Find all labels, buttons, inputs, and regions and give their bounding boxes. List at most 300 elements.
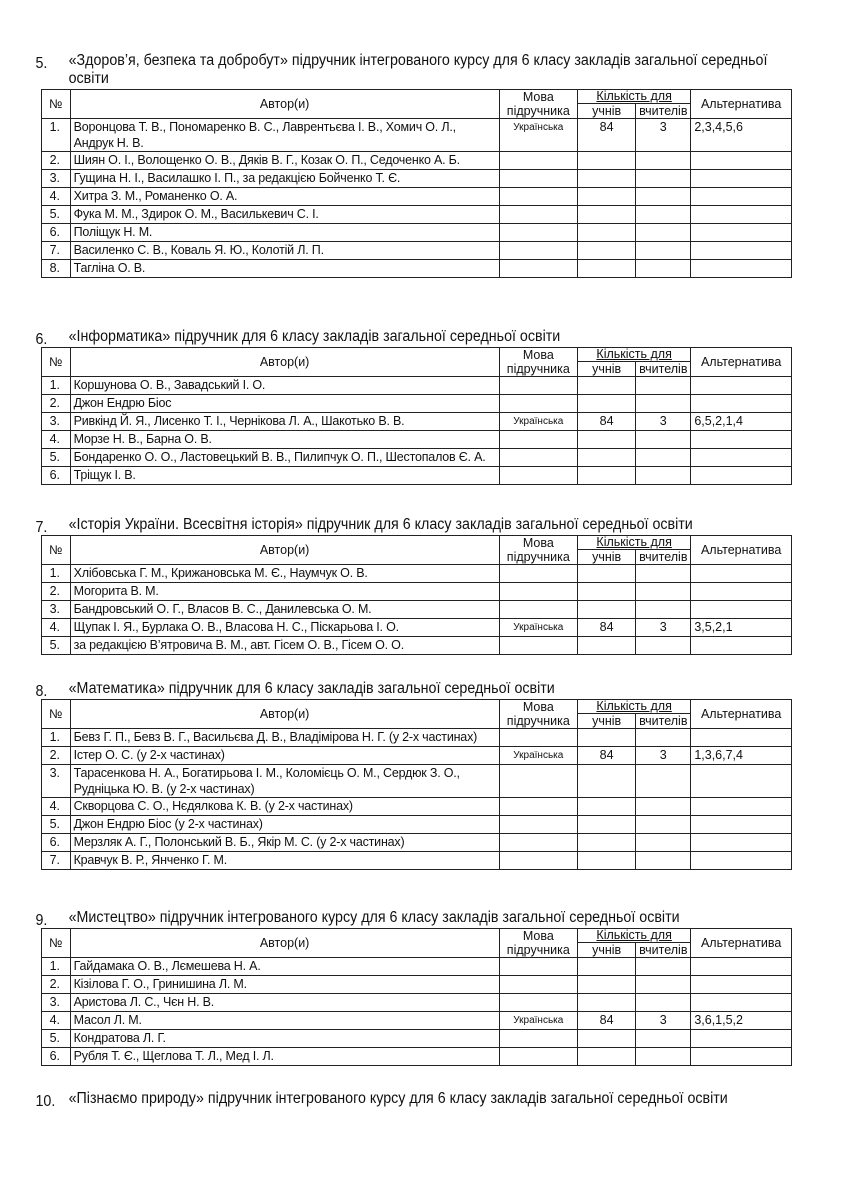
- table-row: [42, 583, 792, 601]
- section-title: [35, 52, 768, 88]
- row-teachers: 3: [636, 1012, 691, 1030]
- table-row: [42, 224, 792, 242]
- row-teachers: [636, 260, 691, 278]
- header-students: учнів: [577, 714, 635, 729]
- table-row: [42, 1030, 792, 1048]
- row-teachers: [636, 994, 691, 1012]
- row-authors: Кондратова Л. Г.: [70, 1030, 499, 1048]
- header-authors: Автор(и): [70, 348, 499, 377]
- row-language: [499, 994, 577, 1012]
- row-teachers: [636, 765, 691, 798]
- header-language-line2: підручника: [506, 714, 570, 728]
- row-teachers: 3: [636, 413, 691, 431]
- row-number: 3.: [42, 994, 71, 1012]
- row-alternative: [691, 449, 792, 467]
- header-quantity: [577, 536, 690, 550]
- row-language: [499, 601, 577, 619]
- row-teachers: [636, 958, 691, 976]
- row-number: 1.: [42, 565, 71, 583]
- textbook-section-10: [35, 1090, 793, 1110]
- header-alternative: Альтернатива: [691, 536, 792, 565]
- row-students: [577, 834, 635, 852]
- row-language: [499, 395, 577, 413]
- row-students: [577, 377, 635, 395]
- row-authors: Морзе Н. В., Барна О. В.: [70, 431, 499, 449]
- header-teachers: вчителів: [636, 943, 691, 958]
- row-language: [499, 958, 577, 976]
- header-teachers: вчителів: [636, 104, 691, 119]
- table-row: [42, 729, 792, 747]
- row-number: 3.: [42, 413, 71, 431]
- section-title-text: «Математика» підручник для 6 класу закладів загальної середньої освіти: [68, 680, 555, 697]
- header-authors: Автор(и): [70, 536, 499, 565]
- table-row: [42, 170, 792, 188]
- row-students: [577, 765, 635, 798]
- table-row: [42, 1012, 792, 1030]
- row-alternative: [691, 1030, 792, 1048]
- section-title: [35, 328, 818, 348]
- header-authors: Автор(и): [70, 929, 499, 958]
- row-language: Українська: [499, 413, 577, 431]
- row-alternative: 3,6,1,5,2: [691, 1012, 792, 1030]
- row-alternative: [691, 729, 792, 747]
- row-number: 5.: [42, 637, 71, 655]
- row-alternative: [691, 224, 792, 242]
- header-quantity-label: Кількість для: [596, 699, 672, 713]
- row-students: [577, 852, 635, 870]
- row-alternative: [691, 852, 792, 870]
- row-authors: Кізілова Г. О., Гринишина Л. М.: [70, 976, 499, 994]
- header-students: учнів: [577, 362, 635, 377]
- row-alternative: [691, 565, 792, 583]
- textbook-section-6: [35, 328, 793, 485]
- row-alternative: [691, 260, 792, 278]
- row-language: [499, 798, 577, 816]
- row-language: [499, 1048, 577, 1066]
- row-authors: Джон Ендрю Біос: [70, 395, 499, 413]
- row-number: 5.: [42, 1030, 71, 1048]
- row-number: 1.: [42, 377, 71, 395]
- row-authors: Кравчук В. Р., Янченко Г. М.: [70, 852, 499, 870]
- header-quantity-label: Кількість для: [596, 928, 672, 942]
- row-authors: Гайдамака О. В., Лємешева Н. А.: [70, 958, 499, 976]
- row-alternative: [691, 170, 792, 188]
- section-title: [35, 909, 818, 929]
- authors-table: [41, 699, 792, 870]
- header-quantity: [577, 348, 690, 362]
- header-language-line2: підручника: [506, 104, 570, 118]
- row-number: 2.: [42, 152, 71, 170]
- row-students: [577, 224, 635, 242]
- row-students: [577, 467, 635, 485]
- table-body: [42, 377, 792, 485]
- header-language-line1: Мова: [522, 536, 554, 550]
- textbook-section-8: [35, 680, 793, 870]
- row-students: [577, 206, 635, 224]
- row-authors: Скворцова С. О., Нєдялкова К. В. (у 2-х частинах): [70, 798, 499, 816]
- row-teachers: [636, 170, 691, 188]
- row-language: [499, 260, 577, 278]
- row-alternative: [691, 834, 792, 852]
- header-language-line1: Мова: [522, 700, 554, 714]
- row-language: [499, 152, 577, 170]
- row-alternative: [691, 395, 792, 413]
- table-row: [42, 449, 792, 467]
- table-row: [42, 619, 792, 637]
- row-authors: Тагліна О. В.: [70, 260, 499, 278]
- row-number: 4.: [42, 188, 71, 206]
- header-students: учнів: [577, 104, 635, 119]
- table-row: [42, 834, 792, 852]
- row-language: [499, 637, 577, 655]
- row-teachers: [636, 798, 691, 816]
- row-students: [577, 816, 635, 834]
- section-title-text: «Історія України. Всесвітня історія» підручник для 6 класу закладів загальної середньої освіти: [68, 516, 693, 533]
- header-language: [499, 700, 577, 729]
- table-body: [42, 958, 792, 1066]
- header-students: учнів: [577, 943, 635, 958]
- row-alternative: [691, 206, 792, 224]
- row-authors: Щупак І. Я., Бурлака О. В., Власова Н. С., Піскарьова І. О.: [70, 619, 499, 637]
- row-teachers: [636, 377, 691, 395]
- row-authors: Гущина Н. І., Василашко І. П., за редакцією Бойченко Т. Є.: [70, 170, 499, 188]
- row-students: [577, 994, 635, 1012]
- header-language: [499, 90, 577, 119]
- row-alternative: [691, 152, 792, 170]
- row-students: [577, 565, 635, 583]
- row-language: Українська: [499, 747, 577, 765]
- row-alternative: [691, 583, 792, 601]
- table-row: [42, 637, 792, 655]
- row-number: 2.: [42, 583, 71, 601]
- row-authors: Рубля Т. Є., Щеглова Т. Л., Мед І. Л.: [70, 1048, 499, 1066]
- row-teachers: 3: [636, 119, 691, 152]
- header-quantity-label: Кількість для: [596, 347, 672, 361]
- row-authors: Хитра З. М., Романенко О. А.: [70, 188, 499, 206]
- header-no: №: [42, 700, 71, 729]
- header-quantity: [577, 929, 690, 943]
- row-teachers: [636, 834, 691, 852]
- row-teachers: [636, 601, 691, 619]
- row-number: 5.: [42, 816, 71, 834]
- header-language-line1: Мова: [522, 348, 554, 362]
- row-number: 2.: [42, 976, 71, 994]
- row-alternative: [691, 816, 792, 834]
- table-row: [42, 413, 792, 431]
- row-teachers: [636, 637, 691, 655]
- row-authors: Фука М. М., Здирок О. М., Василькевич С. І.: [70, 206, 499, 224]
- row-alternative: 3,5,2,1: [691, 619, 792, 637]
- row-students: [577, 601, 635, 619]
- header-language-line2: підручника: [506, 943, 570, 957]
- table-row: [42, 260, 792, 278]
- row-number: 4.: [42, 1012, 71, 1030]
- table-row: [42, 958, 792, 976]
- table-row: [42, 565, 792, 583]
- row-number: 3.: [42, 170, 71, 188]
- row-students: [577, 583, 635, 601]
- table-row: [42, 798, 792, 816]
- row-number: 6.: [42, 1048, 71, 1066]
- row-authors: Джон Ендрю Біос (у 2-х частинах): [70, 816, 499, 834]
- row-alternative: [691, 1048, 792, 1066]
- row-teachers: [636, 206, 691, 224]
- header-teachers: вчителів: [636, 362, 691, 377]
- row-language: [499, 449, 577, 467]
- row-number: 8.: [42, 260, 71, 278]
- row-number: 3.: [42, 765, 71, 798]
- section-number: 9.: [35, 912, 48, 929]
- row-students: [577, 1048, 635, 1066]
- row-authors: Мерзляк А. Г., Полонський В. Б., Якір М. С. (у 2-х частинах): [70, 834, 499, 852]
- row-alternative: [691, 601, 792, 619]
- table-body: [42, 729, 792, 870]
- row-students: [577, 152, 635, 170]
- header-quantity-label: Кількість для: [596, 535, 672, 549]
- row-alternative: [691, 958, 792, 976]
- row-language: Українська: [499, 1012, 577, 1030]
- authors-table: [41, 347, 792, 485]
- row-language: [499, 242, 577, 260]
- row-students: [577, 449, 635, 467]
- header-no: №: [42, 90, 71, 119]
- row-authors: Хлібовська Г. М., Крижановська М. Є., Наумчук О. В.: [70, 565, 499, 583]
- row-authors: Аристова Л. С., Чєн Н. В.: [70, 994, 499, 1012]
- row-language: Українська: [499, 119, 577, 152]
- header-language-line2: підручника: [506, 550, 570, 564]
- textbook-section-7: [35, 516, 793, 655]
- table-row: [42, 747, 792, 765]
- row-alternative: [691, 798, 792, 816]
- row-number: 1.: [42, 119, 71, 152]
- row-teachers: [636, 152, 691, 170]
- row-authors: Воронцова Т. В., Пономаренко В. С., Лаврентьєва І. В., Хомич О. Л., Андрук Н. В.: [70, 119, 499, 152]
- section-number: 10.: [35, 1093, 56, 1110]
- table-body: [42, 119, 792, 278]
- table-row: [42, 152, 792, 170]
- table-row: [42, 242, 792, 260]
- authors-table: [41, 89, 792, 278]
- row-students: [577, 729, 635, 747]
- header-teachers: вчителів: [636, 550, 691, 565]
- row-language: [499, 170, 577, 188]
- header-language-line1: Мова: [522, 90, 554, 104]
- row-teachers: [636, 242, 691, 260]
- section-number: 5.: [35, 55, 48, 72]
- row-authors: Коршунова О. В., Завадський І. О.: [70, 377, 499, 395]
- authors-table: [41, 535, 792, 655]
- row-language: [499, 1030, 577, 1048]
- row-language: [499, 816, 577, 834]
- header-authors: Автор(и): [70, 90, 499, 119]
- section-title-text: «Інформатика» підручник для 6 класу закладів загальної середньої освіти: [68, 328, 561, 345]
- header-quantity: [577, 90, 690, 104]
- row-language: [499, 834, 577, 852]
- header-language: [499, 348, 577, 377]
- section-title: [35, 680, 818, 700]
- header-language: [499, 929, 577, 958]
- table-row: [42, 765, 792, 798]
- row-students: [577, 242, 635, 260]
- row-authors: Масол Л. М.: [70, 1012, 499, 1030]
- table-row: [42, 994, 792, 1012]
- row-number: 6.: [42, 224, 71, 242]
- section-title-text: «Пізнаємо природу» підручник інтегрованого курсу для 6 класу закладів загальної середньої освіти: [68, 1090, 728, 1107]
- row-language: [499, 583, 577, 601]
- row-students: 84: [577, 1012, 635, 1030]
- row-students: [577, 170, 635, 188]
- row-authors: Бевз Г. П., Бевз В. Г., Васильєва Д. В., Владімірова Н. Г. (у 2-х частинах): [70, 729, 499, 747]
- section-title-text: «Здоров’я, безпека та добробут» підручник інтегрованого курсу для 6 класу закладів загальної середньої освіти: [68, 52, 768, 87]
- row-number: 6.: [42, 467, 71, 485]
- table-row: [42, 431, 792, 449]
- row-students: [577, 976, 635, 994]
- row-teachers: [636, 1048, 691, 1066]
- table-row: [42, 852, 792, 870]
- table-row: [42, 467, 792, 485]
- textbook-section-9: [35, 909, 793, 1066]
- section-title: [35, 1090, 818, 1110]
- table-row: [42, 976, 792, 994]
- row-authors: Бондаренко О. О., Ластовецький В. В., Пилипчук О. П., Шестопалов Є. А.: [70, 449, 499, 467]
- section-title: [35, 516, 818, 536]
- authors-table: [41, 928, 792, 1066]
- section-title-text: «Мистецтво» підручник інтегрованого курсу для 6 класу закладів загальної середньої освіти: [68, 909, 680, 926]
- row-teachers: [636, 852, 691, 870]
- row-language: [499, 852, 577, 870]
- row-alternative: [691, 242, 792, 260]
- row-authors: Тарасенкова Н. А., Богатирьова І. М., Коломієць О. М., Сердюк З. О., Рудніцька Ю. В. (у 2-х частинах): [70, 765, 499, 798]
- header-no: №: [42, 536, 71, 565]
- row-alternative: [691, 431, 792, 449]
- header-no: №: [42, 929, 71, 958]
- row-teachers: [636, 816, 691, 834]
- row-number: 4.: [42, 431, 71, 449]
- row-teachers: [636, 976, 691, 994]
- row-teachers: [636, 395, 691, 413]
- header-students: учнів: [577, 550, 635, 565]
- row-number: 1.: [42, 958, 71, 976]
- textbook-section-5: [35, 52, 793, 278]
- header-language: [499, 536, 577, 565]
- row-authors: Тріщук І. В.: [70, 467, 499, 485]
- section-number: 7.: [35, 519, 48, 536]
- row-students: [577, 798, 635, 816]
- row-students: 84: [577, 413, 635, 431]
- header-alternative: Альтернатива: [691, 929, 792, 958]
- header-language-line1: Мова: [522, 929, 554, 943]
- row-language: [499, 206, 577, 224]
- row-students: [577, 431, 635, 449]
- row-students: [577, 395, 635, 413]
- table-row: [42, 395, 792, 413]
- row-alternative: [691, 188, 792, 206]
- row-students: [577, 958, 635, 976]
- table-row: [42, 188, 792, 206]
- header-authors: Автор(и): [70, 700, 499, 729]
- table-body: [42, 565, 792, 655]
- row-authors: Ривкінд Й. Я., Лисенко Т. І., Чернікова Л. А., Шакотько В. В.: [70, 413, 499, 431]
- row-language: [499, 377, 577, 395]
- row-teachers: 3: [636, 747, 691, 765]
- row-students: 84: [577, 619, 635, 637]
- row-number: 5.: [42, 449, 71, 467]
- header-teachers: вчителів: [636, 714, 691, 729]
- table-row: [42, 119, 792, 152]
- row-teachers: [636, 1030, 691, 1048]
- row-teachers: [636, 431, 691, 449]
- table-row: [42, 206, 792, 224]
- row-number: 2.: [42, 747, 71, 765]
- row-number: 4.: [42, 798, 71, 816]
- row-language: [499, 467, 577, 485]
- header-alternative: Альтернатива: [691, 348, 792, 377]
- row-language: [499, 431, 577, 449]
- row-alternative: 2,3,4,5,6: [691, 119, 792, 152]
- row-teachers: [636, 224, 691, 242]
- row-number: 1.: [42, 729, 71, 747]
- row-alternative: [691, 976, 792, 994]
- row-language: [499, 976, 577, 994]
- row-language: Українська: [499, 619, 577, 637]
- row-language: [499, 729, 577, 747]
- row-students: [577, 260, 635, 278]
- row-authors: за редакцією В’ятровича В. М., авт. Гісем О. В., Гісем О. О.: [70, 637, 499, 655]
- row-language: [499, 224, 577, 242]
- row-number: 2.: [42, 395, 71, 413]
- row-number: 5.: [42, 206, 71, 224]
- header-language-line2: підручника: [506, 362, 570, 376]
- row-students: 84: [577, 119, 635, 152]
- table-row: [42, 1048, 792, 1066]
- row-teachers: 3: [636, 619, 691, 637]
- row-language: [499, 565, 577, 583]
- row-authors: Поліщук Н. М.: [70, 224, 499, 242]
- row-students: [577, 1030, 635, 1048]
- header-alternative: Альтернатива: [691, 700, 792, 729]
- row-teachers: [636, 467, 691, 485]
- table-row: [42, 377, 792, 395]
- table-row: [42, 601, 792, 619]
- row-alternative: [691, 637, 792, 655]
- row-authors: Шиян О. І., Волощенко О. В., Дяків В. Г., Козак О. П., Седоченко А. Б.: [70, 152, 499, 170]
- row-number: 4.: [42, 619, 71, 637]
- row-students: [577, 188, 635, 206]
- row-number: 7.: [42, 242, 71, 260]
- row-teachers: [636, 583, 691, 601]
- row-alternative: 6,5,2,1,4: [691, 413, 792, 431]
- section-number: 8.: [35, 683, 48, 700]
- header-no: №: [42, 348, 71, 377]
- row-authors: Василенко С. В., Коваль Я. Ю., Колотій Л. П.: [70, 242, 499, 260]
- row-alternative: 1,3,6,7,4: [691, 747, 792, 765]
- table-row: [42, 816, 792, 834]
- row-teachers: [636, 729, 691, 747]
- row-teachers: [636, 449, 691, 467]
- row-language: [499, 188, 577, 206]
- row-students: [577, 637, 635, 655]
- row-language: [499, 765, 577, 798]
- header-quantity: [577, 700, 690, 714]
- header-alternative: Альтернатива: [691, 90, 792, 119]
- row-teachers: [636, 188, 691, 206]
- row-authors: Могорита В. М.: [70, 583, 499, 601]
- row-authors: Істер О. С. (у 2-х частинах): [70, 747, 499, 765]
- row-number: 3.: [42, 601, 71, 619]
- row-number: 6.: [42, 834, 71, 852]
- row-authors: Бандровський О. Г., Власов В. С., Данилевська О. М.: [70, 601, 499, 619]
- row-alternative: [691, 377, 792, 395]
